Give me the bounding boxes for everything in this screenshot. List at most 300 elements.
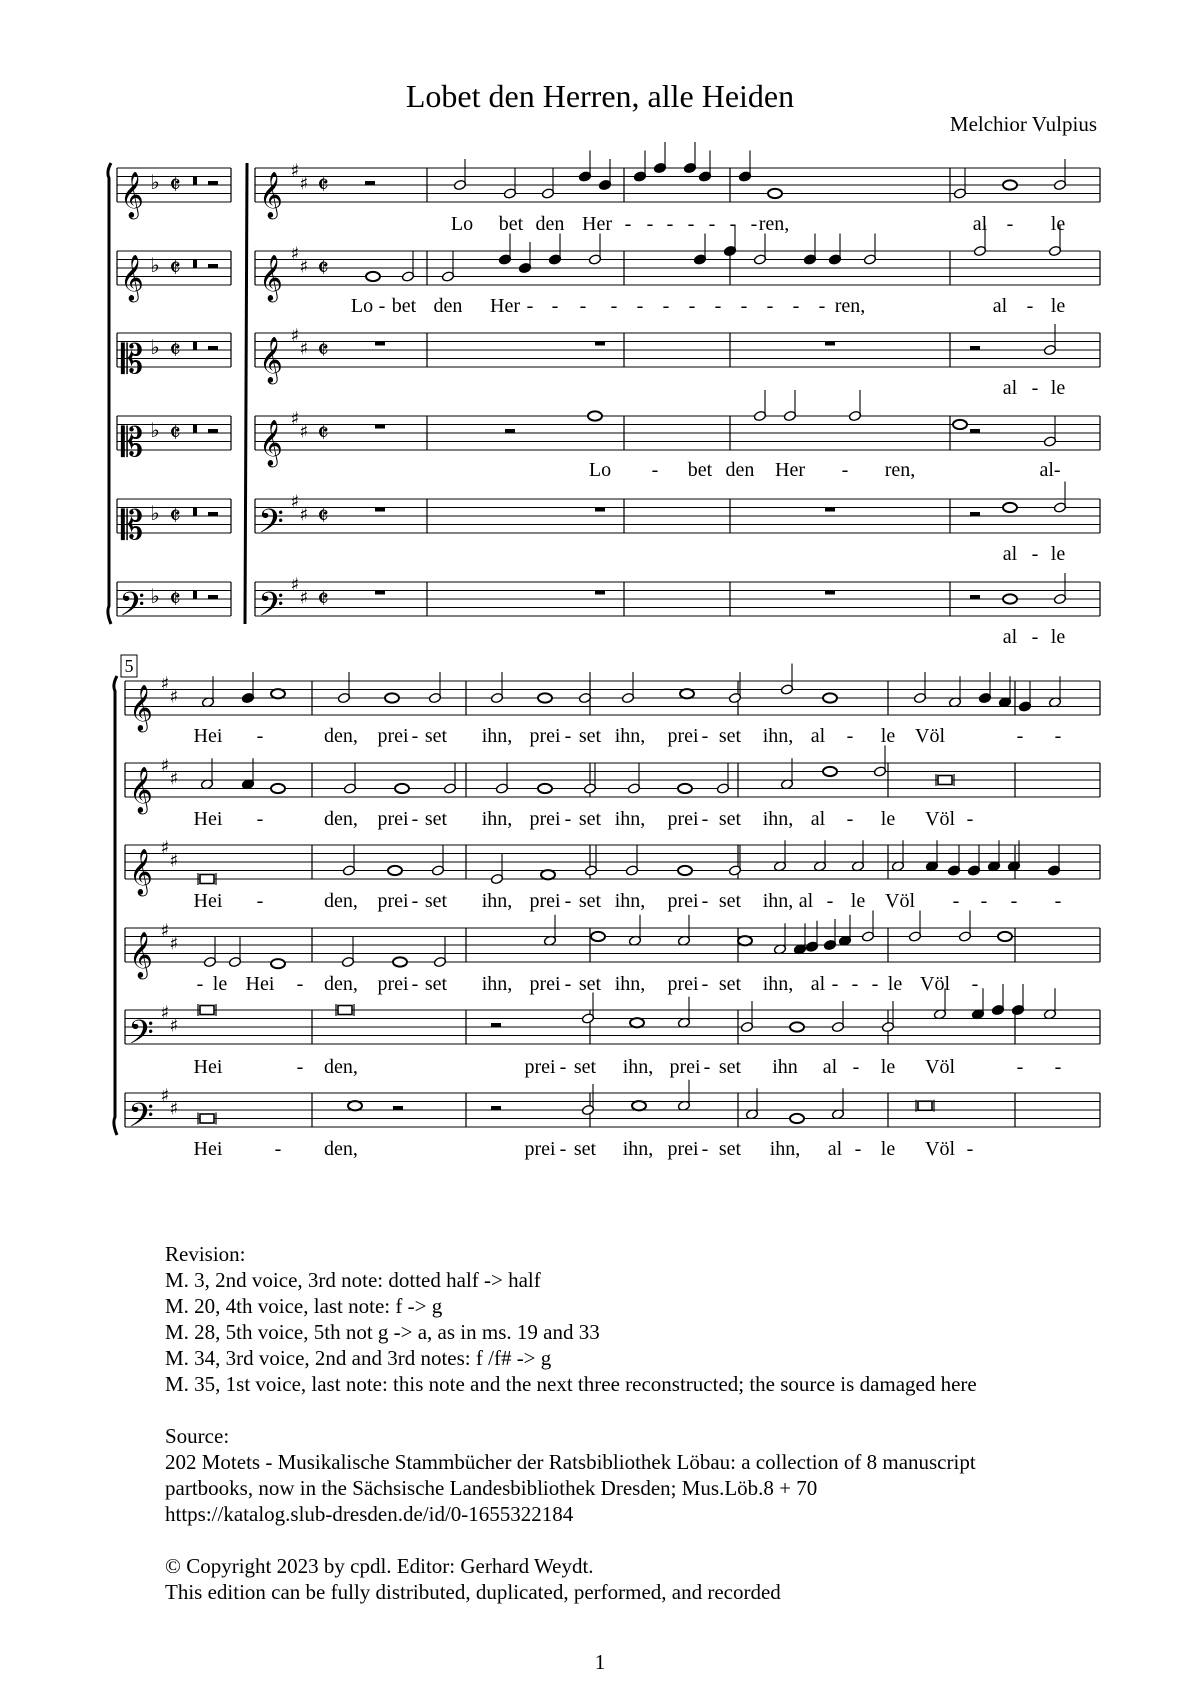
- revision-line: M. 20, 4th voice, last note: f -> g: [165, 1294, 443, 1318]
- lyric-syllable: -: [196, 973, 204, 995]
- sharp-sign-icon: ♯: [169, 850, 179, 872]
- cut-time-icon: 𝄵: [317, 418, 329, 449]
- whole-rest: [375, 425, 385, 429]
- lyric-syllable: ihn,: [614, 973, 646, 995]
- cut-time-icon: 𝄵: [169, 253, 181, 284]
- clef-icon: 𝄢: [128, 1097, 154, 1143]
- lyric-syllable: den,: [324, 890, 358, 912]
- lyric-syllable: -: [818, 295, 826, 317]
- lyric-syllable: prei: [377, 890, 409, 912]
- lyric-syllable: prei: [524, 1056, 556, 1078]
- half-rest: [491, 1106, 501, 1110]
- clef-icon: 𝄞: [129, 932, 153, 978]
- copyright-block: [165, 1553, 977, 1605]
- lyric-syllable: Lo: [350, 295, 374, 317]
- lyric-syllable: prei: [529, 725, 561, 747]
- lyric-syllable: -: [1016, 725, 1024, 747]
- lyric-syllable: -: [729, 213, 737, 235]
- lyric-syllable: -: [701, 890, 709, 912]
- whole-note: [348, 1101, 362, 1110]
- lyric-syllable: den: [725, 459, 755, 481]
- flat-sign-icon: ♭: [150, 170, 160, 194]
- sharp-sign-icon: ♯: [169, 768, 179, 790]
- whole-note: [395, 784, 409, 793]
- lyric-syllable: -: [980, 890, 988, 912]
- whole-rest: [375, 508, 385, 512]
- clef-icon: 𝄡: [120, 337, 144, 383]
- whole-note: [393, 957, 407, 966]
- lyric-syllable: bet: [498, 213, 524, 235]
- lyric-syllable: den,: [324, 973, 358, 995]
- lyric-syllable: -: [411, 890, 419, 912]
- sharp-sign-icon: ♯: [160, 1085, 170, 1107]
- lyric-syllable: prei: [377, 973, 409, 995]
- sharp-sign-icon: ♯: [160, 755, 170, 777]
- lyric-syllable: set: [578, 890, 602, 912]
- lyric-syllable: set: [578, 808, 602, 830]
- lyric-syllable: prei: [529, 890, 561, 912]
- lyric-syllable: -: [378, 295, 386, 317]
- lyric-syllable: Hei: [193, 1138, 223, 1160]
- lyric-syllable: Völ: [925, 1056, 955, 1078]
- whole-note: [768, 189, 782, 198]
- lyric-syllable: -: [1026, 295, 1034, 317]
- lyric-syllable: al: [810, 808, 826, 830]
- lyric-syllable: -: [411, 973, 419, 995]
- cut-time-icon: 𝄵: [169, 170, 181, 201]
- whole-rest: [825, 591, 835, 595]
- lyric-syllable: -: [740, 295, 748, 317]
- revision-block: [165, 1241, 977, 1397]
- clef-icon: 𝄞: [120, 255, 144, 301]
- whole-rest: [595, 591, 605, 595]
- cut-time-icon: 𝄵: [317, 584, 329, 615]
- lyric-syllable: -: [624, 213, 632, 235]
- system-bracket: [245, 163, 247, 624]
- lyric-syllable: -: [846, 808, 854, 830]
- flat-sign-icon: ♭: [150, 501, 160, 525]
- flat-sign-icon: ♭: [150, 584, 160, 608]
- whole-note: [790, 1114, 804, 1123]
- lyric-syllable: ihn,: [762, 890, 794, 912]
- lyric-syllable: set: [424, 973, 448, 995]
- lyric-syllable: ihn,: [762, 973, 794, 995]
- lyric-syllable: -: [526, 295, 534, 317]
- lyric-syllable: ihn,: [762, 808, 794, 830]
- lyric-syllable: set: [718, 808, 742, 830]
- sharp-sign-icon: ♯: [290, 408, 300, 430]
- clef-icon: 𝄡: [120, 503, 144, 549]
- lyric-syllable: -: [1031, 377, 1039, 399]
- lyric-syllable: le: [880, 1138, 896, 1160]
- sharp-sign-icon: ♯: [169, 1015, 179, 1037]
- cut-time-icon: 𝄵: [169, 335, 181, 366]
- lyric-syllable: ihn,: [481, 973, 513, 995]
- half-rest: [970, 595, 980, 599]
- source-line: 202 Motets - Musikalische Stammbücher der Ratsbibliothek Löbau: a collection of 8 manuscript: [165, 1450, 976, 1474]
- lyric-syllable: -: [1031, 626, 1039, 648]
- flat-sign-icon: ♭: [150, 253, 160, 277]
- half-rest: [365, 181, 375, 185]
- lyric-syllable: -: [274, 1138, 282, 1160]
- half-rest: [208, 595, 218, 599]
- clef-icon: 𝄞: [120, 172, 144, 218]
- half-rest: [208, 181, 218, 185]
- breve-note: [338, 1006, 352, 1015]
- whole-note: [385, 693, 399, 702]
- composer-name: Melchior Vulpius: [949, 112, 1097, 136]
- lyric-syllable: -: [851, 973, 859, 995]
- lyric-syllable: den: [535, 213, 565, 235]
- lyric-syllable: -: [1010, 890, 1018, 912]
- lyric-syllable: bet: [687, 459, 713, 481]
- clef-icon: 𝄢: [128, 1014, 154, 1060]
- lyric-syllable: prei: [524, 1138, 556, 1160]
- lyric-syllable: -: [564, 725, 572, 747]
- lyric-syllable: prei: [667, 725, 699, 747]
- half-rest: [491, 1023, 501, 1027]
- sharp-sign-icon: ♯: [299, 256, 309, 278]
- lyric-syllable: al: [810, 973, 826, 995]
- lyric-syllable: -: [256, 890, 264, 912]
- system-bracket: [108, 163, 111, 624]
- lyric-syllable: prei: [667, 808, 699, 830]
- whole-rest: [825, 342, 835, 346]
- lyric-syllable: ihn,: [481, 890, 513, 912]
- sharp-sign-icon: ♯: [169, 686, 179, 708]
- lyric-syllable: -: [708, 213, 716, 235]
- lyric-syllable: le: [1050, 626, 1066, 648]
- revision-line: M. 35, 1st voice, last note: this note and the next three reconstructed; the source is damaged here: [165, 1372, 977, 1396]
- lyric-syllable: -: [564, 973, 572, 995]
- breve-rest: [193, 591, 197, 600]
- clef-icon: 𝄞: [129, 849, 153, 895]
- lyric-syllable: set: [424, 808, 448, 830]
- whole-note: [678, 784, 692, 793]
- lyric-syllable: set: [424, 890, 448, 912]
- whole-note: [271, 784, 285, 793]
- sharp-sign-icon: ♯: [169, 1098, 179, 1120]
- lyric-syllable: -: [714, 295, 722, 317]
- cut-time-icon: 𝄵: [317, 335, 329, 366]
- lyric-syllable: -: [1016, 1056, 1024, 1078]
- half-rest: [970, 512, 980, 516]
- lyric-syllable: -: [579, 295, 587, 317]
- breve-note: [200, 1114, 214, 1123]
- lyric-syllable: le: [880, 1056, 896, 1078]
- source-heading: Source:: [165, 1424, 230, 1448]
- whole-note: [998, 932, 1012, 941]
- system-bracket: [114, 676, 117, 1135]
- lyric-syllable: -: [296, 1056, 304, 1078]
- lyric-syllable: Hei: [193, 890, 223, 912]
- lyric-syllable: -: [687, 213, 695, 235]
- lyric-syllable: -: [651, 459, 659, 481]
- breve-rest: [193, 425, 197, 434]
- whole-note: [738, 936, 752, 945]
- lyric-syllable: -: [966, 808, 974, 830]
- lyric-syllable: Her: [775, 459, 805, 481]
- lyric-syllable: -: [411, 725, 419, 747]
- lyric-syllable: le: [880, 808, 896, 830]
- lyric-syllable: al: [992, 295, 1008, 317]
- lyric-syllable: -: [256, 725, 264, 747]
- lyric-syllable: -: [559, 1056, 567, 1078]
- lyric-syllable: Völ: [885, 890, 915, 912]
- whole-note: [680, 689, 694, 698]
- lyric-syllable: al-: [1039, 459, 1061, 481]
- lyric-syllable: -: [636, 295, 644, 317]
- lyric-syllable: -: [688, 295, 696, 317]
- sharp-sign-icon: ♯: [160, 1002, 170, 1024]
- cut-time-icon: 𝄵: [169, 501, 181, 532]
- lyric-syllable: ihn,: [481, 725, 513, 747]
- clef-icon: 𝄞: [259, 255, 283, 301]
- half-rest: [208, 264, 218, 268]
- lyric-syllable: set: [718, 1056, 742, 1078]
- lyric-syllable: -: [646, 213, 654, 235]
- half-rest: [208, 429, 218, 433]
- lyric-syllable: -: [662, 295, 670, 317]
- breve-rest: [193, 342, 197, 351]
- lyric-syllable: -: [792, 295, 800, 317]
- whole-note: [823, 693, 837, 702]
- copyright-line: © Copyright 2023 by cpdl. Editor: Gerhard Weydt.: [165, 1554, 594, 1578]
- lyric-syllable: -: [564, 808, 572, 830]
- lyric-syllable: ihn: [772, 1056, 798, 1078]
- lyric-syllable: ihn,: [622, 1138, 654, 1160]
- lyric-syllable: den: [433, 295, 463, 317]
- whole-rest: [825, 508, 835, 512]
- lyric-syllable: bet: [391, 295, 417, 317]
- lyric-syllable: al: [810, 725, 826, 747]
- lyric-syllable: -: [841, 459, 849, 481]
- lyric-syllable: al: [972, 213, 988, 235]
- lyric-syllable: Völ: [920, 973, 950, 995]
- lyric-syllable: le: [1050, 377, 1066, 399]
- lyric-syllable: set: [424, 725, 448, 747]
- lyric-syllable: le: [1050, 543, 1066, 565]
- lyric-syllable: -: [610, 295, 618, 317]
- piece-title: Lobet den Herren, alle Heiden: [405, 78, 795, 114]
- sharp-sign-icon: ♯: [160, 673, 170, 695]
- whole-note: [538, 693, 552, 702]
- cut-time-icon: 𝄵: [317, 501, 329, 532]
- sharp-sign-icon: ♯: [299, 421, 309, 443]
- whole-note: [678, 866, 692, 875]
- lyric-syllable: -: [564, 890, 572, 912]
- lyric-syllable: ihn,: [762, 725, 794, 747]
- revision-line: M. 34, 3rd voice, 2nd and 3rd notes: f /f# -> g: [165, 1346, 552, 1370]
- lyric-syllable: le: [850, 890, 866, 912]
- sharp-sign-icon: ♯: [290, 160, 300, 182]
- half-rest: [393, 1106, 403, 1110]
- lyric-syllable: le: [212, 973, 228, 995]
- whole-rest: [595, 508, 605, 512]
- sharp-sign-icon: ♯: [160, 837, 170, 859]
- whole-note: [541, 870, 555, 879]
- half-rest: [970, 346, 980, 350]
- lyric-syllable: -: [1054, 725, 1062, 747]
- lyric-syllable: -: [846, 725, 854, 747]
- lyric-syllable: -: [1031, 543, 1039, 565]
- lyric-syllable: -: [256, 808, 264, 830]
- source-block: [165, 1423, 977, 1527]
- lyric-syllable: prei: [377, 725, 409, 747]
- lyric-syllable: -: [1054, 890, 1062, 912]
- lyric-syllable: -: [1054, 1056, 1062, 1078]
- sharp-sign-icon: ♯: [290, 491, 300, 513]
- whole-note: [388, 866, 402, 875]
- clef-icon: 𝄞: [259, 420, 283, 466]
- half-rest: [970, 429, 980, 433]
- clef-icon: 𝄞: [129, 767, 153, 813]
- lyric-syllable: Her: [490, 295, 520, 317]
- lyric-syllable: Völ: [915, 725, 945, 747]
- lyric-syllable: al: [822, 1056, 838, 1078]
- cut-time-icon: 𝄵: [169, 418, 181, 449]
- lyric-syllable: -: [551, 295, 559, 317]
- clef-icon: 𝄞: [129, 685, 153, 731]
- whole-note: [953, 420, 967, 429]
- lyric-syllable: -: [701, 1138, 709, 1160]
- lyric-syllable: set: [718, 973, 742, 995]
- lyric-syllable: -: [966, 1138, 974, 1160]
- lyric-syllable: Hei: [193, 725, 223, 747]
- lyric-syllable: ren,: [834, 295, 866, 317]
- lyric-syllable: prei: [529, 973, 561, 995]
- lyric-syllable: -: [854, 1138, 862, 1160]
- clef-icon: 𝄢: [258, 586, 284, 632]
- lyric-syllable: Lo: [450, 213, 474, 235]
- lyric-syllable: prei: [529, 808, 561, 830]
- lyric-syllable: -: [750, 213, 758, 235]
- lyric-syllable: set: [578, 725, 602, 747]
- license-line: This edition can be fully distributed, duplicated, performed, and recorded: [165, 1580, 781, 1604]
- lyric-syllable: -: [666, 213, 674, 235]
- whole-note: [1003, 594, 1017, 603]
- lyric-syllable: -: [703, 1056, 711, 1078]
- half-rest: [208, 512, 218, 516]
- lyric-syllable: -: [971, 973, 979, 995]
- whole-note: [591, 932, 605, 941]
- whole-note: [630, 1018, 644, 1027]
- flat-sign-icon: ♭: [150, 335, 160, 359]
- lyric-syllable: Hei: [193, 808, 223, 830]
- lyric-syllable: den,: [324, 725, 358, 747]
- lyric-syllable: al: [1002, 377, 1018, 399]
- lyric-syllable: al: [827, 1138, 843, 1160]
- revision-line: M. 28, 5th voice, 5th not g -> a, as in ms. 19 and 33: [165, 1320, 600, 1344]
- whole-note: [790, 1022, 804, 1031]
- revision-heading: Revision:: [165, 1242, 246, 1266]
- lyric-syllable: -: [296, 973, 304, 995]
- whole-rest: [375, 591, 385, 595]
- breve-note: [938, 776, 952, 785]
- lyric-syllable: ren,: [758, 213, 790, 235]
- lyric-syllable: al: [1002, 543, 1018, 565]
- lyric-syllable: Völ: [925, 808, 955, 830]
- clef-icon: 𝄡: [120, 420, 144, 466]
- breve-note: [200, 875, 214, 884]
- whole-rest: [375, 342, 385, 346]
- lyric-syllable: le: [880, 725, 896, 747]
- lyric-syllable: -: [831, 973, 839, 995]
- whole-note: [366, 272, 380, 281]
- clef-icon: 𝄢: [119, 586, 145, 632]
- breve-note: [918, 1101, 932, 1110]
- lyric-syllable: -: [766, 295, 774, 317]
- whole-rest: [595, 342, 605, 346]
- lyric-syllable: prei: [667, 1138, 699, 1160]
- lyric-syllable: prei: [667, 890, 699, 912]
- flat-sign-icon: ♭: [150, 418, 160, 442]
- cut-time-icon: 𝄵: [317, 253, 329, 284]
- whole-note: [588, 411, 602, 420]
- clef-icon: 𝄢: [258, 503, 284, 549]
- lyric-syllable: -: [411, 808, 419, 830]
- sharp-sign-icon: ♯: [290, 574, 300, 596]
- lyric-syllable: le: [887, 973, 903, 995]
- sharp-sign-icon: ♯: [290, 325, 300, 347]
- whole-note: [632, 1101, 646, 1110]
- sharp-sign-icon: ♯: [299, 504, 309, 526]
- lyric-syllable: prei: [667, 973, 699, 995]
- whole-note: [1003, 503, 1017, 512]
- lyric-syllable: den,: [324, 1056, 358, 1078]
- lyric-syllable: ihn,: [481, 808, 513, 830]
- lyric-syllable: -: [701, 973, 709, 995]
- whole-note: [823, 767, 837, 776]
- lyric-syllable: -: [701, 808, 709, 830]
- lyric-syllable: ren,: [884, 459, 916, 481]
- lyric-syllable: Hei: [193, 1056, 223, 1078]
- whole-note: [271, 689, 285, 698]
- revision-line: M. 3, 2nd voice, 3rd note: dotted half -> half: [165, 1268, 541, 1292]
- lyric-syllable: -: [952, 890, 960, 912]
- lyric-syllable: den,: [324, 1138, 358, 1160]
- sharp-sign-icon: ♯: [169, 933, 179, 955]
- breve-rest: [193, 508, 197, 517]
- lyric-syllable: ihn,: [622, 1056, 654, 1078]
- breve-rest: [193, 177, 197, 186]
- lyric-syllable: ihn,: [614, 890, 646, 912]
- lyric-syllable: le: [1050, 295, 1066, 317]
- editorial-notes: [165, 1241, 977, 1631]
- clef-icon: 𝄞: [259, 172, 283, 218]
- lyric-syllable: al: [798, 890, 814, 912]
- lyric-syllable: prei: [377, 808, 409, 830]
- lyric-syllable: set: [573, 1056, 597, 1078]
- sharp-sign-icon: ♯: [299, 587, 309, 609]
- lyric-syllable: Völ: [925, 1138, 955, 1160]
- lyric-syllable: -: [826, 890, 834, 912]
- half-rest: [208, 346, 218, 350]
- lyric-syllable: -: [852, 1056, 860, 1078]
- source-url: https://katalog.slub-dresden.de/id/0-1655322184: [165, 1502, 574, 1526]
- breve-note: [200, 1006, 214, 1015]
- lyric-syllable: ihn,: [769, 1138, 801, 1160]
- cut-time-icon: 𝄵: [317, 170, 329, 201]
- lyric-syllable: Her: [582, 213, 612, 235]
- whole-note: [271, 959, 285, 968]
- lyric-syllable: -: [871, 973, 879, 995]
- lyric-syllable: set: [718, 1138, 742, 1160]
- lyric-syllable: prei: [669, 1056, 701, 1078]
- lyric-syllable: -: [701, 725, 709, 747]
- lyric-syllable: le: [1050, 213, 1066, 235]
- lyric-syllable: set: [718, 890, 742, 912]
